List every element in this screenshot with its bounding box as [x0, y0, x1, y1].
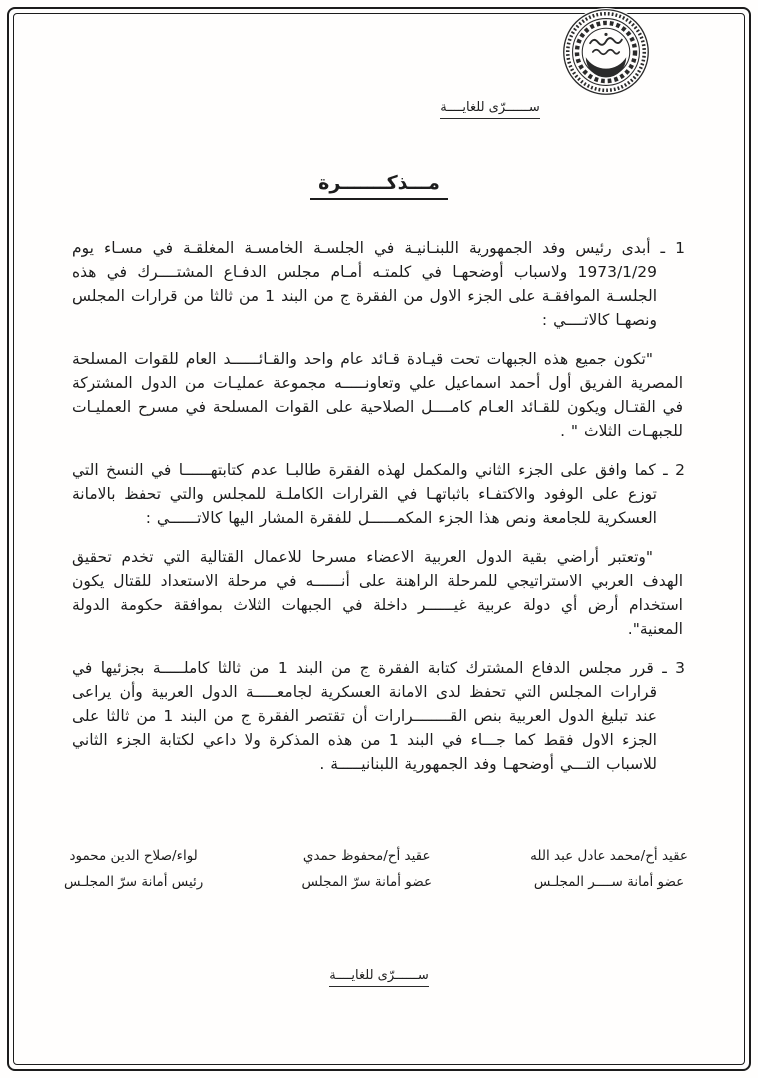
classification-bottom-row: [0, 964, 758, 987]
signatory-role: عضو أمانة سرّ المجلس: [301, 874, 432, 890]
signature-left: [64, 848, 203, 890]
signatory-role: رئيس أمانة سرّ المجلـس: [64, 874, 204, 890]
signature-right: [530, 848, 688, 890]
classification-top: ســــــرّى للغايــــة: [440, 100, 540, 119]
signatory-name: عقيد أح/محفوظ حمدي: [302, 848, 431, 864]
arab-league-emblem-icon: [562, 8, 650, 96]
memo-body: [72, 236, 685, 791]
paragraph-number: 1 ـ: [660, 239, 685, 257]
paragraph-text: كما وافق على الجزء الثاني والمكمل لهذه الفقرة طالبـا عدم كتابتهــــــا في النسخ التي توزع على الوفود والاكتفـاء باثباتهـا في القرارات الكاملـة للمجلس والتي تحفظ بالامانة العسكرية للجامعة ونص هذا الجزء المكمــــــل للفقرة المشار اليها كالاتــــــي :: [72, 461, 657, 528]
numbered-paragraph-3: [72, 656, 685, 776]
quote-paragraph-2: "وتعتبر أراضي بقية الدول العربية الاعضاء مسرحا للاعمال القتالية التي تخدم تحقيق الهدف العربي الاستراتيجي للمرحلة الراهنة على أنــــــه في مرحلة الاستعداد للقتال يكون استخدام أرض أي دولة عربية غيــــــر داخلة في الجبهات الثلاث بموافقة حكومة الدولة المعنية".: [72, 548, 683, 639]
paragraph-number: 2 ـ: [663, 461, 686, 480]
paragraph-number: 3 ـ: [662, 659, 686, 678]
signatory-name: لواء/صلاح الدين محمود: [69, 848, 198, 864]
classification-top-row: [410, 96, 570, 119]
signature-block: [64, 848, 688, 890]
quote-paragraph-1: "تكون جميع هذه الجبهات تحت قيـادة قـائد عام واحد والقـائــــــد العام للقوات المسلحة المصرية الفريق أول أحمد اسماعيل علي وتعاونـــــه مجموعة عمليـات من الدول المشتركة في القتـال ويكون للقـائد العـام كامــــل الصلاحية على القوات المسلحة في مسرح العمليـات للجبهـات الثلاث " .: [72, 350, 683, 441]
signatory-name: عقيد أح/محمد عادل عبد الله: [530, 848, 688, 864]
numbered-paragraph-1: [72, 236, 685, 332]
paragraph-text: قرر مجلس الدفاع المشترك كتابة الفقرة ج من البند 1 من ثالثا كاملـــــة بجزئيها في قرارات المجلس التي تحفظ لدى الامانة العسكرية لجامعـــــة الدول العربية وأن يراعى عند تبليغ الدول العربية بنص القــــــــرارات أن تقتصر الفقرة ج من البند 1 من ثالثا على الجزء الاول فقط كما جـــاء في البند 1 من هذه المذكرة ولا داعي لكتابة الجزء الثاني للاسباب التـــي أوضحهـا وفد الجمهورية اللبنانيـــــة .: [72, 659, 658, 774]
title-row: [0, 172, 758, 200]
memo-title: مـــذكـــــــرة: [310, 172, 448, 200]
classification-bottom: ســــــرّى للغايــــة: [329, 968, 429, 987]
numbered-paragraph-2: [72, 458, 685, 530]
signatory-role: عضو أمانة ســــر المجلـس: [533, 874, 685, 890]
signature-middle: [301, 848, 432, 890]
paragraph-text: أبدى رئيس وفد الجمهورية اللبنـانيـة في الجلسـة الخامسـة المغلقـة في مسـاء يوم 1973/1/29 ولاسباب أوضحهـا في كلمتـه أمـام مجلس الدفـاع المشتــــرك في هذه الجلسـة الموافقـة على الجزء الاول من الفقرة ج من البند 1 من ثالثا من قرارات المجلس ونصهـا كالاتــــي :: [72, 239, 657, 330]
